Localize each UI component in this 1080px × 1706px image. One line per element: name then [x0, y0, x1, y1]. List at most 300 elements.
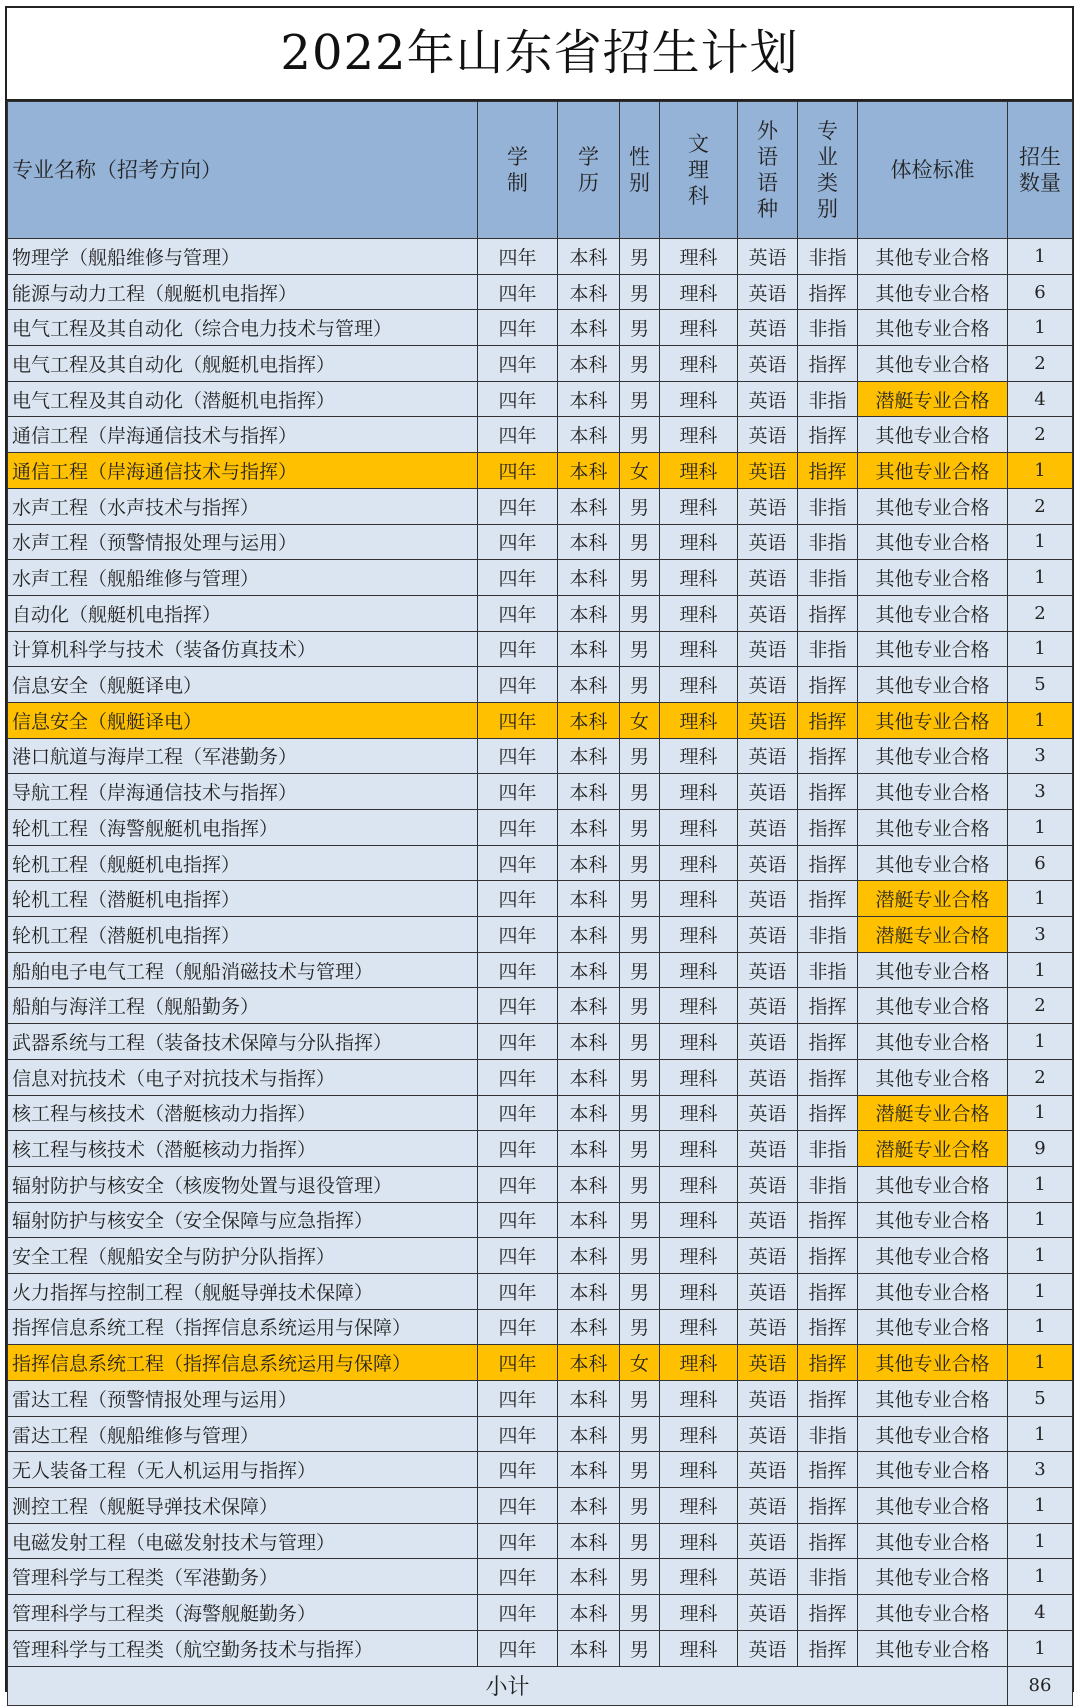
cell-physical-standard: 其他专业合格: [858, 310, 1008, 346]
cell-major-name: 电磁发射工程（电磁发射技术与管理）: [8, 1523, 478, 1559]
cell-track: 理科: [660, 560, 738, 596]
table-row: [8, 1559, 1073, 1595]
cell-track: 理科: [660, 702, 738, 738]
cell-duration: 四年: [478, 560, 558, 596]
cell-quota: 1: [1008, 1309, 1073, 1345]
cell-physical-standard: 其他专业合格: [858, 453, 1008, 489]
page-title: 2022年山东省招生计划: [7, 8, 1072, 101]
table-row: [8, 1630, 1073, 1666]
cell-duration: 四年: [478, 595, 558, 631]
cell-quota: 5: [1008, 667, 1073, 703]
header-char: 历: [578, 171, 599, 195]
cell-quota: 2: [1008, 417, 1073, 453]
header-major-name: 专业名称（招考方向）: [8, 102, 478, 239]
table-row: [8, 810, 1073, 846]
cell-degree: 本科: [558, 774, 620, 810]
cell-major-name: 能源与动力工程（舰艇机电指挥）: [8, 274, 478, 310]
header-char: 专: [817, 119, 838, 143]
cell-duration: 四年: [478, 1559, 558, 1595]
cell-gender: 男: [620, 595, 660, 631]
header-char: 类: [817, 171, 838, 195]
cell-gender: 女: [620, 453, 660, 489]
cell-category: 非指: [798, 631, 858, 667]
cell-degree: 本科: [558, 1024, 620, 1060]
cell-category: 非指: [798, 239, 858, 275]
cell-language: 英语: [738, 1595, 798, 1631]
cell-category: 非指: [798, 488, 858, 524]
cell-major-name: 电气工程及其自动化（舰艇机电指挥）: [8, 346, 478, 382]
cell-track: 理科: [660, 810, 738, 846]
cell-language: 英语: [738, 453, 798, 489]
table-row: [8, 524, 1073, 560]
cell-physical-standard: 其他专业合格: [858, 810, 1008, 846]
cell-track: 理科: [660, 881, 738, 917]
cell-duration: 四年: [478, 346, 558, 382]
cell-language: 英语: [738, 1523, 798, 1559]
cell-gender: 男: [620, 1381, 660, 1417]
cell-language: 英语: [738, 417, 798, 453]
cell-quota: 6: [1008, 274, 1073, 310]
cell-duration: 四年: [478, 1059, 558, 1095]
table-row: [8, 310, 1073, 346]
cell-degree: 本科: [558, 560, 620, 596]
table-row: [8, 1381, 1073, 1417]
cell-category: 指挥: [798, 1452, 858, 1488]
cell-track: 理科: [660, 1488, 738, 1524]
cell-quota: 6: [1008, 845, 1073, 881]
cell-physical-standard: 其他专业合格: [858, 1273, 1008, 1309]
cell-quota: 1: [1008, 1416, 1073, 1452]
cell-language: 英语: [738, 1345, 798, 1381]
header-degree: [558, 102, 620, 239]
cell-physical-standard: 其他专业合格: [858, 1024, 1008, 1060]
table-row: [8, 1309, 1073, 1345]
cell-duration: 四年: [478, 845, 558, 881]
cell-major-name: 管理科学与工程类（航空勤务技术与指挥）: [8, 1630, 478, 1666]
cell-major-name: 指挥信息系统工程（指挥信息系统运用与保障）: [8, 1309, 478, 1345]
cell-degree: 本科: [558, 1595, 620, 1631]
cell-degree: 本科: [558, 310, 620, 346]
table-row: [8, 1059, 1073, 1095]
cell-duration: 四年: [478, 417, 558, 453]
cell-degree: 本科: [558, 1309, 620, 1345]
cell-gender: 男: [620, 417, 660, 453]
cell-duration: 四年: [478, 1309, 558, 1345]
cell-gender: 男: [620, 1630, 660, 1666]
cell-major-name: 雷达工程（舰船维修与管理）: [8, 1416, 478, 1452]
cell-quota: 2: [1008, 488, 1073, 524]
cell-gender: 男: [620, 1095, 660, 1131]
cell-degree: 本科: [558, 1381, 620, 1417]
header-gender: [620, 102, 660, 239]
cell-gender: 男: [620, 1202, 660, 1238]
cell-quota: 1: [1008, 1024, 1073, 1060]
header-char: 外: [757, 119, 778, 143]
table-body: [8, 239, 1073, 1667]
cell-gender: 男: [620, 1238, 660, 1274]
cell-degree: 本科: [558, 1238, 620, 1274]
cell-degree: 本科: [558, 1416, 620, 1452]
cell-language: 英语: [738, 1024, 798, 1060]
cell-language: 英语: [738, 595, 798, 631]
cell-category: 指挥: [798, 453, 858, 489]
cell-gender: 男: [620, 738, 660, 774]
cell-category: 非指: [798, 310, 858, 346]
cell-degree: 本科: [558, 1523, 620, 1559]
cell-degree: 本科: [558, 1630, 620, 1666]
cell-degree: 本科: [558, 1345, 620, 1381]
cell-duration: 四年: [478, 1273, 558, 1309]
cell-gender: 男: [620, 1595, 660, 1631]
cell-quota: 1: [1008, 1166, 1073, 1202]
cell-gender: 男: [620, 1273, 660, 1309]
cell-major-name: 水声工程（预警情报处理与运用）: [8, 524, 478, 560]
cell-language: 英语: [738, 845, 798, 881]
cell-category: 指挥: [798, 1238, 858, 1274]
table-row: [8, 881, 1073, 917]
cell-language: 英语: [738, 1095, 798, 1131]
cell-major-name: 信息安全（舰艇译电）: [8, 702, 478, 738]
header-quota: [1008, 102, 1073, 239]
cell-physical-standard: 其他专业合格: [858, 1202, 1008, 1238]
cell-track: 理科: [660, 1238, 738, 1274]
header-char: 业: [817, 145, 838, 169]
cell-language: 英语: [738, 310, 798, 346]
cell-physical-standard: 其他专业合格: [858, 952, 1008, 988]
cell-category: 指挥: [798, 774, 858, 810]
cell-quota: 1: [1008, 310, 1073, 346]
cell-gender: 男: [620, 1024, 660, 1060]
cell-language: 英语: [738, 1559, 798, 1595]
cell-physical-standard: 其他专业合格: [858, 1452, 1008, 1488]
cell-quota: 1: [1008, 1345, 1073, 1381]
table-row: [8, 702, 1073, 738]
header-char: 科: [688, 184, 709, 208]
cell-major-name: 轮机工程（潜艇机电指挥）: [8, 917, 478, 953]
cell-major-name: 武器系统与工程（装备技术保障与分队指挥）: [8, 1024, 478, 1060]
cell-gender: 男: [620, 631, 660, 667]
cell-physical-standard: 其他专业合格: [858, 1309, 1008, 1345]
header-char: 别: [817, 197, 838, 221]
cell-degree: 本科: [558, 417, 620, 453]
cell-category: 非指: [798, 1559, 858, 1595]
cell-duration: 四年: [478, 239, 558, 275]
cell-physical-standard: 其他专业合格: [858, 1345, 1008, 1381]
cell-language: 英语: [738, 988, 798, 1024]
cell-category: 指挥: [798, 845, 858, 881]
cell-physical-standard: 其他专业合格: [858, 845, 1008, 881]
cell-duration: 四年: [478, 1488, 558, 1524]
cell-major-name: 火力指挥与控制工程（舰艇导弹技术保障）: [8, 1273, 478, 1309]
cell-physical-standard: 其他专业合格: [858, 774, 1008, 810]
cell-physical-standard: 其他专业合格: [858, 1059, 1008, 1095]
cell-language: 英语: [738, 667, 798, 703]
cell-track: 理科: [660, 917, 738, 953]
cell-category: 指挥: [798, 346, 858, 382]
cell-major-name: 港口航道与海岸工程（军港勤务）: [8, 738, 478, 774]
cell-degree: 本科: [558, 881, 620, 917]
table-row: [8, 1095, 1073, 1131]
cell-physical-standard: 其他专业合格: [858, 1595, 1008, 1631]
cell-degree: 本科: [558, 631, 620, 667]
cell-duration: 四年: [478, 774, 558, 810]
table-row: [8, 774, 1073, 810]
cell-duration: 四年: [478, 274, 558, 310]
cell-degree: 本科: [558, 702, 620, 738]
cell-gender: 男: [620, 239, 660, 275]
cell-category: 指挥: [798, 881, 858, 917]
cell-gender: 男: [620, 1559, 660, 1595]
cell-track: 理科: [660, 1059, 738, 1095]
cell-physical-standard: 潜艇专业合格: [858, 917, 1008, 953]
cell-category: 指挥: [798, 417, 858, 453]
cell-gender: 男: [620, 1452, 660, 1488]
cell-duration: 四年: [478, 1345, 558, 1381]
cell-quota: 1: [1008, 560, 1073, 596]
cell-major-name: 水声工程（水声技术与指挥）: [8, 488, 478, 524]
cell-physical-standard: 其他专业合格: [858, 1559, 1008, 1595]
cell-degree: 本科: [558, 1202, 620, 1238]
cell-category: 指挥: [798, 1595, 858, 1631]
cell-track: 理科: [660, 738, 738, 774]
header-char: 招生: [1019, 145, 1061, 169]
cell-physical-standard: 其他专业合格: [858, 346, 1008, 382]
table-row: [8, 239, 1073, 275]
cell-language: 英语: [738, 1452, 798, 1488]
cell-quota: 1: [1008, 1523, 1073, 1559]
table-row: [8, 667, 1073, 703]
cell-degree: 本科: [558, 488, 620, 524]
cell-language: 英语: [738, 1166, 798, 1202]
cell-gender: 男: [620, 917, 660, 953]
cell-gender: 男: [620, 774, 660, 810]
cell-gender: 男: [620, 274, 660, 310]
cell-track: 理科: [660, 1095, 738, 1131]
cell-track: 理科: [660, 488, 738, 524]
cell-major-name: 通信工程（岸海通信技术与指挥）: [8, 453, 478, 489]
cell-track: 理科: [660, 381, 738, 417]
cell-language: 英语: [738, 274, 798, 310]
cell-duration: 四年: [478, 738, 558, 774]
table-row: [8, 417, 1073, 453]
cell-track: 理科: [660, 1345, 738, 1381]
cell-gender: 男: [620, 1166, 660, 1202]
enrollment-plan-sheet: [5, 6, 1074, 1700]
cell-category: 指挥: [798, 1059, 858, 1095]
cell-duration: 四年: [478, 952, 558, 988]
cell-physical-standard: 其他专业合格: [858, 560, 1008, 596]
cell-category: 指挥: [798, 1381, 858, 1417]
cell-track: 理科: [660, 1131, 738, 1167]
cell-language: 英语: [738, 488, 798, 524]
cell-quota: 2: [1008, 1059, 1073, 1095]
cell-track: 理科: [660, 1166, 738, 1202]
cell-language: 英语: [738, 881, 798, 917]
cell-language: 英语: [738, 381, 798, 417]
cell-quota: 3: [1008, 738, 1073, 774]
cell-major-name: 安全工程（舰船安全与防护分队指挥）: [8, 1238, 478, 1274]
cell-degree: 本科: [558, 381, 620, 417]
cell-language: 英语: [738, 952, 798, 988]
cell-gender: 男: [620, 667, 660, 703]
cell-category: 指挥: [798, 1345, 858, 1381]
cell-category: 指挥: [798, 274, 858, 310]
cell-track: 理科: [660, 453, 738, 489]
cell-track: 理科: [660, 631, 738, 667]
cell-duration: 四年: [478, 1630, 558, 1666]
cell-gender: 男: [620, 524, 660, 560]
cell-gender: 男: [620, 881, 660, 917]
cell-physical-standard: 其他专业合格: [858, 702, 1008, 738]
cell-category: 指挥: [798, 1309, 858, 1345]
cell-physical-standard: 其他专业合格: [858, 1488, 1008, 1524]
cell-quota: 3: [1008, 774, 1073, 810]
table-row: [8, 952, 1073, 988]
cell-degree: 本科: [558, 845, 620, 881]
cell-gender: 女: [620, 702, 660, 738]
header-char: 性: [629, 145, 650, 169]
cell-major-name: 信息安全（舰艇译电）: [8, 667, 478, 703]
cell-major-name: 辐射防护与核安全（安全保障与应急指挥）: [8, 1202, 478, 1238]
cell-quota: 1: [1008, 1238, 1073, 1274]
cell-category: 指挥: [798, 1488, 858, 1524]
table-row: [8, 560, 1073, 596]
cell-physical-standard: 潜艇专业合格: [858, 1095, 1008, 1131]
cell-language: 英语: [738, 560, 798, 596]
table-row: [8, 1488, 1073, 1524]
cell-gender: 男: [620, 952, 660, 988]
cell-track: 理科: [660, 1309, 738, 1345]
cell-degree: 本科: [558, 239, 620, 275]
cell-language: 英语: [738, 1238, 798, 1274]
cell-quota: 1: [1008, 1202, 1073, 1238]
cell-degree: 本科: [558, 1452, 620, 1488]
cell-physical-standard: 其他专业合格: [858, 595, 1008, 631]
cell-category: 指挥: [798, 1202, 858, 1238]
cell-physical-standard: 潜艇专业合格: [858, 881, 1008, 917]
cell-category: 指挥: [798, 988, 858, 1024]
cell-gender: 男: [620, 810, 660, 846]
cell-gender: 男: [620, 1488, 660, 1524]
cell-track: 理科: [660, 1595, 738, 1631]
cell-category: 非指: [798, 560, 858, 596]
cell-track: 理科: [660, 988, 738, 1024]
cell-major-name: 自动化（舰艇机电指挥）: [8, 595, 478, 631]
cell-degree: 本科: [558, 738, 620, 774]
cell-physical-standard: 其他专业合格: [858, 988, 1008, 1024]
cell-language: 英语: [738, 1273, 798, 1309]
cell-gender: 男: [620, 488, 660, 524]
cell-duration: 四年: [478, 988, 558, 1024]
cell-category: 非指: [798, 381, 858, 417]
header-language: [738, 102, 798, 239]
cell-quota: 1: [1008, 631, 1073, 667]
cell-quota: 1: [1008, 702, 1073, 738]
cell-degree: 本科: [558, 917, 620, 953]
cell-duration: 四年: [478, 917, 558, 953]
cell-language: 英语: [738, 346, 798, 382]
cell-category: 非指: [798, 1416, 858, 1452]
cell-quota: 3: [1008, 917, 1073, 953]
cell-degree: 本科: [558, 1166, 620, 1202]
cell-gender: 男: [620, 346, 660, 382]
cell-track: 理科: [660, 1273, 738, 1309]
cell-language: 英语: [738, 774, 798, 810]
header-char: 制: [507, 171, 528, 195]
cell-track: 理科: [660, 1559, 738, 1595]
cell-gender: 男: [620, 988, 660, 1024]
cell-language: 英语: [738, 702, 798, 738]
table-row: [8, 1345, 1073, 1381]
cell-quota: 1: [1008, 952, 1073, 988]
cell-language: 英语: [738, 1131, 798, 1167]
cell-degree: 本科: [558, 667, 620, 703]
cell-quota: 1: [1008, 810, 1073, 846]
cell-category: 指挥: [798, 1095, 858, 1131]
cell-track: 理科: [660, 845, 738, 881]
table-row: [8, 595, 1073, 631]
cell-physical-standard: 潜艇专业合格: [858, 1131, 1008, 1167]
table-row: [8, 1024, 1073, 1060]
cell-physical-standard: 其他专业合格: [858, 1630, 1008, 1666]
cell-degree: 本科: [558, 1131, 620, 1167]
cell-track: 理科: [660, 1024, 738, 1060]
cell-gender: 男: [620, 1059, 660, 1095]
cell-physical-standard: 其他专业合格: [858, 738, 1008, 774]
table-row: [8, 1238, 1073, 1274]
table-row: [8, 1523, 1073, 1559]
cell-quota: 5: [1008, 1381, 1073, 1417]
cell-degree: 本科: [558, 952, 620, 988]
cell-category: 指挥: [798, 738, 858, 774]
cell-degree: 本科: [558, 453, 620, 489]
cell-quota: 1: [1008, 239, 1073, 275]
cell-category: 指挥: [798, 810, 858, 846]
cell-physical-standard: 其他专业合格: [858, 1166, 1008, 1202]
table-row: [8, 1452, 1073, 1488]
cell-major-name: 信息对抗技术（电子对抗技术与指挥）: [8, 1059, 478, 1095]
cell-degree: 本科: [558, 1559, 620, 1595]
subtotal-row: [8, 1666, 1073, 1705]
cell-physical-standard: 其他专业合格: [858, 488, 1008, 524]
cell-duration: 四年: [478, 1131, 558, 1167]
cell-duration: 四年: [478, 488, 558, 524]
cell-quota: 1: [1008, 524, 1073, 560]
subtotal-value: 86: [1008, 1666, 1073, 1705]
table-row: [8, 1416, 1073, 1452]
cell-major-name: 导航工程（岸海通信技术与指挥）: [8, 774, 478, 810]
cell-degree: 本科: [558, 810, 620, 846]
cell-major-name: 船舶与海洋工程（舰船勤务）: [8, 988, 478, 1024]
cell-physical-standard: 其他专业合格: [858, 239, 1008, 275]
cell-quota: 2: [1008, 595, 1073, 631]
cell-duration: 四年: [478, 631, 558, 667]
cell-major-name: 电气工程及其自动化（综合电力技术与管理）: [8, 310, 478, 346]
cell-major-name: 轮机工程（海警舰艇机电指挥）: [8, 810, 478, 846]
cell-quota: 2: [1008, 988, 1073, 1024]
cell-physical-standard: 其他专业合格: [858, 1381, 1008, 1417]
table-header-row: [8, 102, 1073, 239]
cell-degree: 本科: [558, 346, 620, 382]
cell-major-name: 计算机科学与技术（装备仿真技术）: [8, 631, 478, 667]
cell-physical-standard: 其他专业合格: [858, 1238, 1008, 1274]
subtotal-label: 小计: [8, 1666, 1008, 1705]
table-row: [8, 1273, 1073, 1309]
cell-duration: 四年: [478, 1595, 558, 1631]
cell-degree: 本科: [558, 1059, 620, 1095]
table-row: [8, 274, 1073, 310]
cell-duration: 四年: [478, 881, 558, 917]
